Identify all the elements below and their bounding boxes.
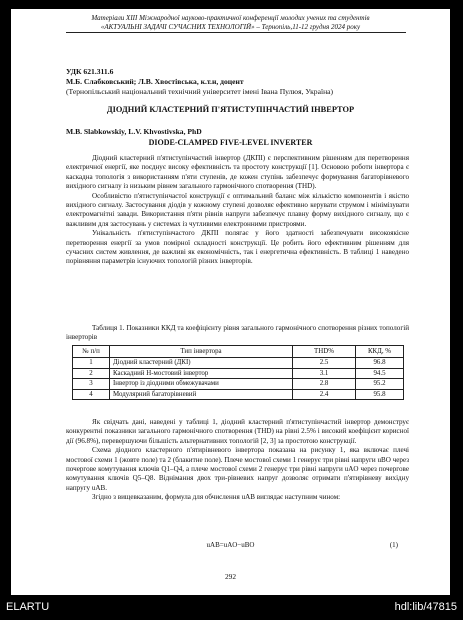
document-page — [11, 9, 450, 595]
paragraph: Діодний кластерний п'ятиступінчастий інвертор (ДКПІ) є перспективним рішенням для перетворення електричної енергії, яке поєднує високу ефективність та простоту конструкції [1]. Основою роботи інвертора є каскадна топологія з використанням п'яти ступенів, де кожен ступінь забезпечує формування багаторівневого вихідного сигналу із низьким рівнем загального гармонічного спотворення (THD). — [66, 154, 409, 191]
title-ua: ДІОДНИЙ КЛАСТЕРНИЙ П'ЯТИСТУПІНЧАСТИЙ ІНВЕРТОР — [106, 105, 355, 114]
header-rule — [66, 32, 406, 33]
header-line-1: Матеріали ХІІІ Міжнародної науково-практичної конференції молодих учених та студентів — [91, 14, 370, 22]
column-header: Тип інвертора — [110, 346, 293, 358]
table-cell: 2.4 — [293, 389, 356, 400]
table-cell: 2.5 — [293, 358, 356, 369]
table-cell: Діодний кластерний (ДКІ) — [110, 358, 293, 369]
udc-code: УДК 621.311.6 — [66, 67, 114, 76]
table-cell: 1 — [73, 358, 110, 369]
page-number: 292 — [224, 572, 237, 581]
table-row — [73, 358, 404, 369]
authors-en: M.B. Slabkowskiy, L.V. Khvostivska, PhD — [66, 127, 202, 136]
comparison-table — [72, 345, 404, 400]
table-row — [73, 379, 404, 390]
table-cell: 94.5 — [356, 368, 404, 379]
paragraph: Як свідчать дані, наведені у таблиці 1, діодний кластерний п'ятиступінчастий інвертор демонструє конкурентні показники загального гармонічного спотворення (THD) на рівні 2.5% і високий коефіцієнт корисної дії (96.8%), перевершуючи більшість альтернативних топологій [2, 3] за простотою конструкції. — [66, 418, 409, 445]
column-header: ККД, % — [356, 346, 404, 358]
table-cell: Каскадний Н-мостовий інвертор — [110, 368, 293, 379]
paragraph: Згідно з вищевказаним, формула для обчислення uAB виглядає наступним чином: — [92, 493, 341, 502]
article-meta — [66, 67, 333, 97]
paragraph: Особливістю п'ятиступінчастої конструкції є оптимальний баланс між кількістю компонентів і якістю вихідного сигналу. Застосування діодів у кожному ступені дозволяє ефективно керувати струмом і мінімізувати електромагнітні завади. Використання п'яти рівнів напруги забезпечує плавну форму вихідного сигналу, що є важливим для застосувань у системах із чутливими електронними пристроями. — [66, 191, 409, 228]
footer-repository-label: ELARTU — [6, 601, 50, 613]
table-cell: Модулярний багаторівневий — [110, 389, 293, 400]
body-section-2 — [66, 418, 409, 503]
table-cell: 95.2 — [356, 379, 404, 390]
table-cell: 3 — [73, 379, 110, 390]
table-cell: 95.8 — [356, 389, 404, 400]
paragraph: Схема діодного кластерного п'ятирівневого інвертора показана на рисунку 1, яка включає плечі мостової схеми 1 (жовте поле) та 2 (блакитне поле). Плече мостової схеми 1 генерує три рівні напруги uBO через почергове комутування ключів Q1–Q4, а плече мостової схеми 2 генерує три рівні напруги uAO через почергове комутування ключів Q5–Q8. Віднімання двох три-рівневих напруг дозволяє отримати п'ятирівневу вихідну напругу uAB. — [66, 446, 409, 492]
body-section-1 — [66, 154, 409, 267]
table-cell: 3.1 — [293, 368, 356, 379]
title-en: DIODE-CLAMPED FIVE-LEVEL INVERTER — [148, 138, 313, 147]
table-cell: 4 — [73, 389, 110, 400]
table-cell: 2 — [73, 368, 110, 379]
table-caption: Таблиця 1. Показники ККД та коефіцієнту рівня загального гармонічного спотворення різних топологій інверторів — [66, 324, 409, 341]
table-cell: 96.8 — [356, 358, 404, 369]
paragraph: Унікальність п'ятиступінчастого ДКПІ полягає у його здатності забезпечувати високоякісне перетворення енергії за умов помірної складності конструкції. Це робить його ефективним рішенням для сучасних систем живлення, де важливі як економічність, так і енергетична ефективність. В таблиці 1 наведено порівняння параметрів існуючих топологій різних інверторів. — [66, 229, 409, 266]
running-header — [35, 14, 426, 31]
column-header: № п/п — [73, 346, 110, 358]
header-line-2: «АКТУАЛЬНІ ЗАДАЧІ СУЧАСНИХ ТЕХНОЛОГІЙ» – Тернопіль,11-12 грудня 2024 року — [100, 22, 361, 31]
equation-number: (1) — [389, 541, 398, 549]
formula: uAB=uAO−uBO — [206, 541, 255, 549]
table-cell: 2.8 — [293, 379, 356, 390]
table-header-row — [73, 346, 404, 358]
authors-ua: М.Б. Слабковський; Л.В. Хвостівська, к.т.н, доцент — [66, 77, 244, 86]
footer-handle-link[interactable]: hdl:lib/47815 — [394, 601, 457, 613]
table-row — [73, 368, 404, 379]
table-cell: Інвертор із діодними обмежувачами — [110, 379, 293, 390]
affiliation: (Тернопільський національний технічний університет імені Івана Пулюя, Україна) — [66, 87, 334, 96]
table-row — [73, 389, 404, 400]
column-header: THD% — [293, 346, 356, 358]
